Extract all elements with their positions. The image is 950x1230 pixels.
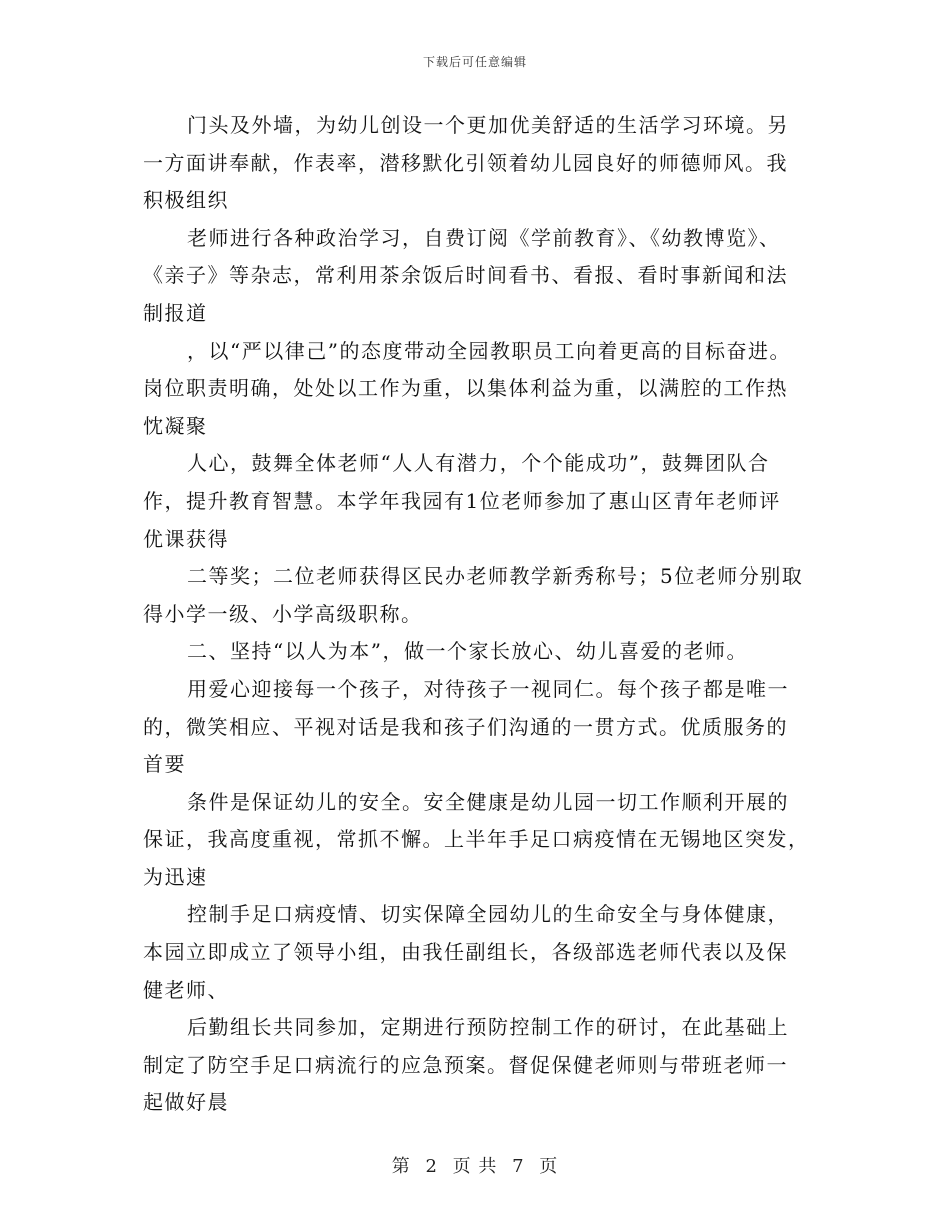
- text-line: 制定了防空手足口病流行的应急预案。督促保健老师则与带班老师一: [143, 1052, 788, 1077]
- paragraph: [143, 896, 803, 1009]
- text-line: 制报道: [143, 300, 208, 325]
- page-footer-suffix: 页: [539, 1156, 559, 1177]
- paragraph: [143, 220, 803, 333]
- text-line: 用爱心迎接每一个孩子，对待孩子一视同仁。每个孩子都是唯一: [187, 676, 789, 701]
- paragraph: [143, 558, 803, 633]
- text-line: 优课获得: [143, 526, 229, 551]
- text-line: 控制手足口病疫情、切实保障全园幼儿的生命安全与身体健康，: [187, 902, 789, 927]
- paragraph: [143, 1009, 803, 1122]
- paragraph: [143, 784, 810, 897]
- section-heading: [143, 633, 803, 671]
- text-line: 二、坚持“以人为本”，做一个家长放心、幼儿喜爱的老师。: [187, 639, 748, 664]
- document-body: [143, 107, 810, 1122]
- text-line: 为迅速: [143, 864, 208, 889]
- text-line: ，以“严以律己”的态度带动全园教职员工向着更高的目标奋进。: [187, 338, 791, 363]
- text-line: 健老师、: [143, 977, 229, 1002]
- text-line: 门头及外墙，为幼儿创设一个更加优美舒适的生活学习环境。另: [187, 113, 789, 137]
- text-line: 首要: [143, 752, 186, 777]
- text-line: 岗位职责明确，处处以工作为重，以集体利益为重，以满腔的工作热: [143, 376, 788, 401]
- text-line: 得小学一级、小学高级职称。: [143, 601, 423, 626]
- text-line: 《亲子》等杂志，常利用茶余饭后时间看书、看报、看时事新闻和法: [143, 263, 788, 288]
- text-line: 后勤组长共同参加，定期进行预防控制工作的研讨，在此基础上: [187, 1015, 789, 1040]
- paragraph: [143, 333, 803, 446]
- paragraph: [143, 445, 803, 558]
- text-line: 本园立即成立了领导小组，由我任副组长，各级部选老师代表以及保: [143, 940, 788, 965]
- text-line: 忱凝聚: [143, 413, 208, 438]
- text-line: 积极组织: [143, 188, 229, 213]
- page-footer-middle: 页 共: [452, 1156, 498, 1177]
- text-line: 人心，鼓舞全体老师“人人有潜力，个个能成功”，鼓舞团队合: [187, 451, 770, 476]
- text-line: 老师进行各种政治学习，自费订阅《学前教育》、《幼教博览》、: [187, 225, 781, 250]
- total-page-count: 7: [512, 1156, 525, 1177]
- text-line: 起做好晨: [143, 1090, 229, 1115]
- text-line: 二等奖；二位老师获得区民办老师教学新秀称号；5位老师分别取: [187, 564, 804, 589]
- text-line: 的，微笑相应、平视对话是我和孩子们沟通的一贯方式。优质服务的: [143, 714, 788, 739]
- text-line: 作，提升教育智慧。本学年我园有1位老师参加了惠山区青年老师评: [143, 488, 781, 513]
- current-page-number: 2: [425, 1156, 438, 1177]
- paragraph: [143, 671, 803, 784]
- paragraph: [143, 107, 803, 220]
- page-footer-prefix: 第: [391, 1156, 411, 1177]
- page-footer: [0, 1152, 950, 1178]
- text-line: 一方面讲奉献，作表率，潜移默化引领着幼儿园良好的师德师风。我: [143, 150, 788, 175]
- text-line: 保证，我高度重视，常抓不懈。上半年手足口病疫情在无锡地区突发，: [143, 827, 810, 852]
- page-header: 下载后可任意编辑: [422, 55, 527, 69]
- text-line: 条件是保证幼儿的安全。安全健康是幼儿园一切工作顺利开展的: [187, 789, 789, 814]
